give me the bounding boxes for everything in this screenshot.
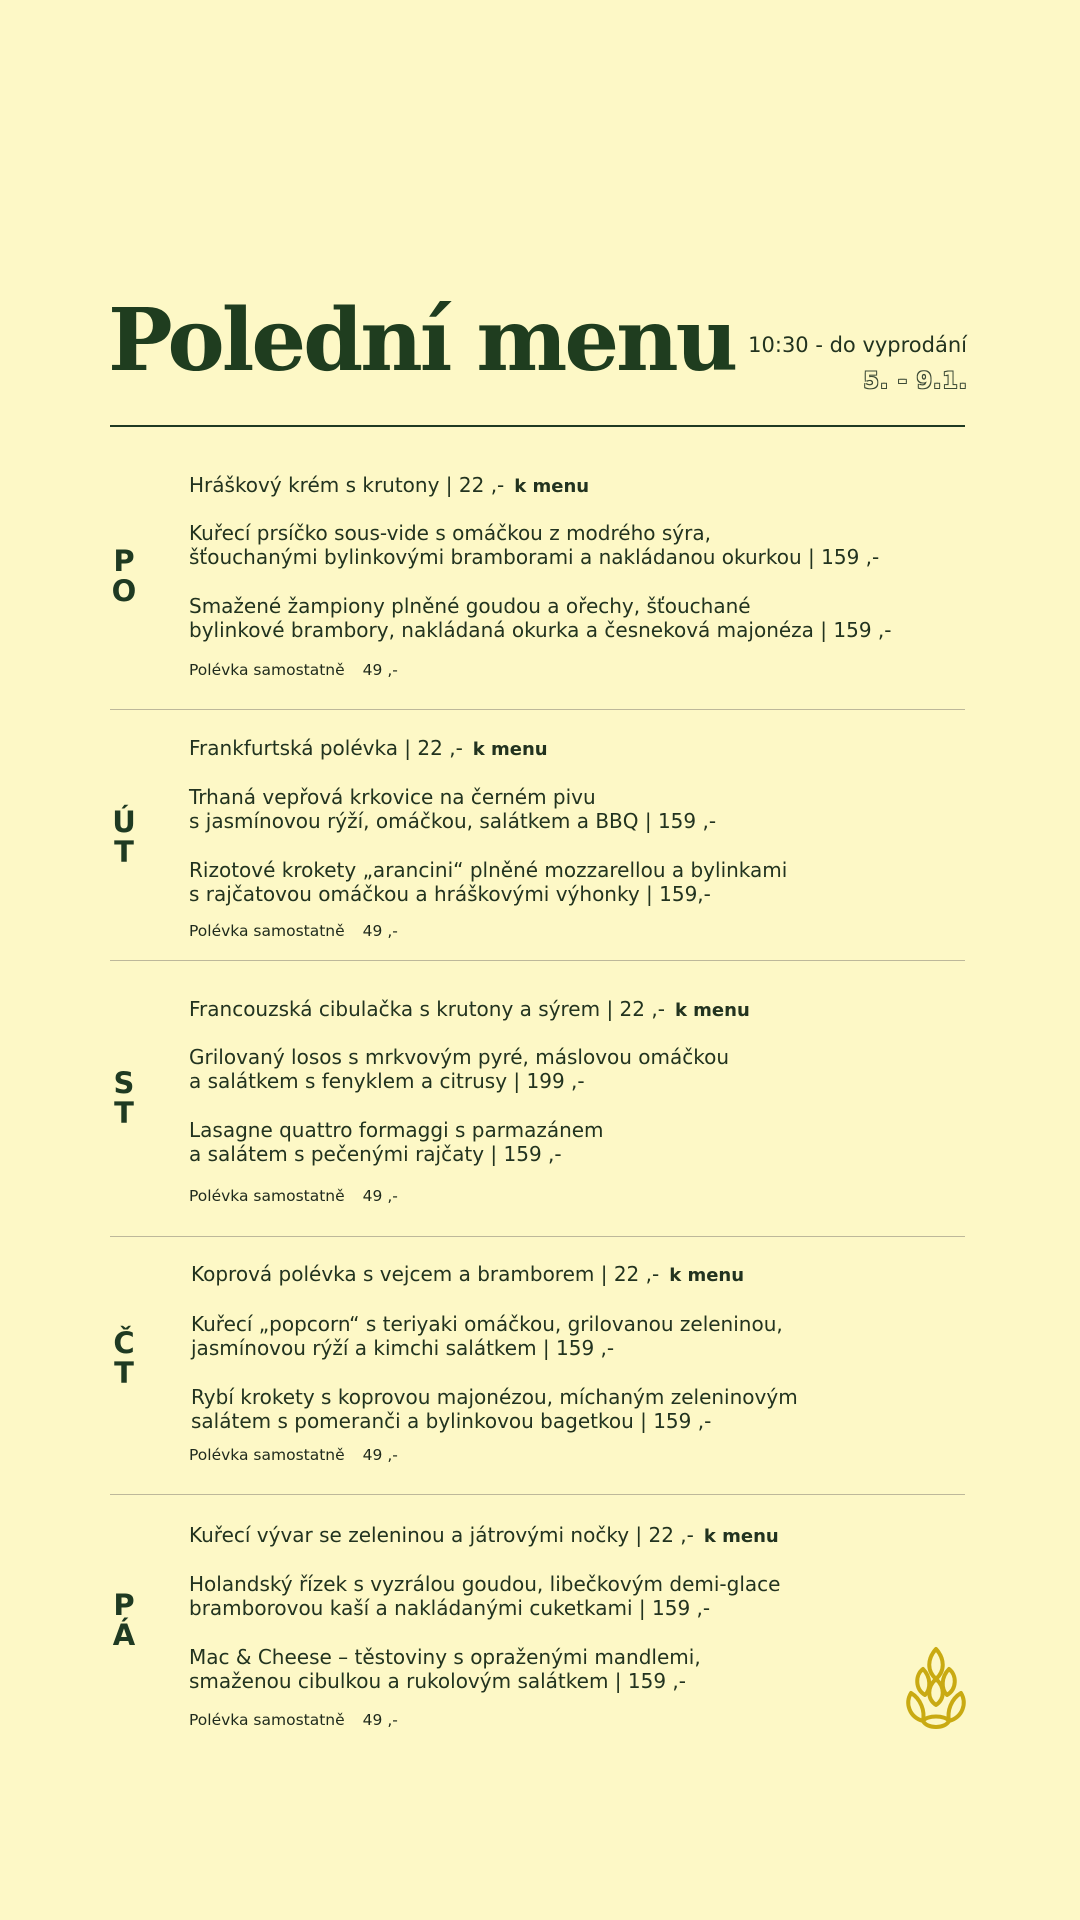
main-dish-2-line-1: Lasagne quattro formaggi s parmazánem bbox=[189, 1118, 604, 1142]
main-dish-2-line-2: a salátem s pečenými rajčaty | 159 ,- bbox=[189, 1142, 562, 1166]
day-divider bbox=[110, 709, 965, 710]
main-dish-1-line-1: Trhaná vepřová krkovice na černém pivu bbox=[189, 785, 596, 809]
k-menu-note: k menu bbox=[674, 1000, 750, 1021]
soup-alone: Polévka samostatně 49 ,- bbox=[189, 661, 398, 679]
k-menu-note: k menu bbox=[669, 1265, 745, 1286]
day-label: P Á bbox=[112, 1588, 136, 1652]
soup-item: Francouzská cibulačka s krutony a sýrem | 22 ,- k menu bbox=[189, 997, 750, 1021]
main-dish-2-line-1: Mac & Cheese – těstoviny s opraženými mandlemi, bbox=[189, 1645, 701, 1669]
main-dish-2-line-2: s rajčatovou omáčkou a hráškovými výhonky | 159,- bbox=[189, 882, 711, 906]
page-title: Polední menu bbox=[108, 290, 736, 391]
day-divider bbox=[110, 960, 965, 961]
serving-hours: 10:30 - do vyprodání bbox=[748, 333, 967, 357]
soup-alone: Polévka samostatně 49 ,- bbox=[189, 922, 398, 940]
main-dish-1-line-2: a salátkem s fenyklem a citrusy | 199 ,- bbox=[189, 1069, 585, 1093]
soup-item: Hráškový krém s krutony | 22 ,- k menu bbox=[189, 473, 590, 497]
day-label: Č T bbox=[113, 1326, 135, 1390]
soup-alone: Polévka samostatně 49 ,- bbox=[189, 1446, 398, 1464]
day-divider bbox=[110, 1494, 965, 1495]
title-divider bbox=[110, 425, 965, 427]
day-divider bbox=[110, 1236, 965, 1237]
main-dish-2-line-1: Rybí krokety s koprovou majonézou, míchaným zeleninovým bbox=[191, 1385, 798, 1409]
main-dish-2-line-2: smaženou cibulkou a rukolovým salátkem | 159 ,- bbox=[189, 1669, 686, 1693]
day-label: S T bbox=[113, 1066, 135, 1130]
soup-item: Koprová polévka s vejcem a bramborem | 22 ,- k menu bbox=[191, 1262, 745, 1286]
main-dish-2-line-2: bylinkové brambory, nakládaná okurka a česneková majonéza | 159 ,- bbox=[189, 618, 892, 642]
k-menu-note: k menu bbox=[703, 1526, 779, 1547]
main-dish-2-line-1: Smažené žampiony plněné goudou a ořechy, šťouchané bbox=[189, 594, 751, 618]
soup-item: Frankfurtská polévka | 22 ,- k menu bbox=[189, 736, 548, 760]
day-label: Ú T bbox=[112, 805, 136, 869]
hop-icon bbox=[903, 1645, 969, 1733]
main-dish-1-line-1: Grilovaný losos s mrkvovým pyré, máslovou omáčkou bbox=[189, 1045, 730, 1069]
main-dish-2-line-2: salátem s pomeranči a bylinkovou bagetkou | 159 ,- bbox=[191, 1409, 712, 1433]
k-menu-note: k menu bbox=[514, 476, 590, 497]
main-dish-1-line-1: Holandský řízek s vyzrálou goudou, libečkovým demi-glace bbox=[189, 1572, 781, 1596]
main-dish-2-line-1: Rizotové krokety „arancini“ plněné mozzarellou a bylinkami bbox=[189, 858, 788, 882]
main-dish-1-line-2: jasmínovou rýží a kimchi salátkem | 159 ,- bbox=[191, 1336, 615, 1360]
soup-alone: Polévka samostatně 49 ,- bbox=[189, 1711, 398, 1729]
main-dish-1-line-2: s jasmínovou rýží, omáčkou, salátkem a BBQ | 159 ,- bbox=[189, 809, 717, 833]
soup-item: Kuřecí vývar se zeleninou a játrovými nočky | 22 ,- k menu bbox=[189, 1523, 779, 1547]
main-dish-1-line-2: šťouchanými bylinkovými bramborami a nakládanou okurkou | 159 ,- bbox=[189, 545, 880, 569]
main-dish-1-line-1: Kuřecí prsíčko sous-vide s omáčkou z modrého sýra, bbox=[189, 521, 711, 545]
day-label: P O bbox=[111, 544, 137, 608]
date-range: 5. - 9.1. bbox=[863, 369, 968, 394]
main-dish-1-line-1: Kuřecí „popcorn“ s teriyaki omáčkou, grilovanou zeleninou, bbox=[191, 1312, 783, 1336]
main-dish-1-line-2: bramborovou kaší a nakládanými cuketkami | 159 ,- bbox=[189, 1596, 711, 1620]
soup-alone: Polévka samostatně 49 ,- bbox=[189, 1187, 398, 1205]
k-menu-note: k menu bbox=[472, 739, 548, 760]
